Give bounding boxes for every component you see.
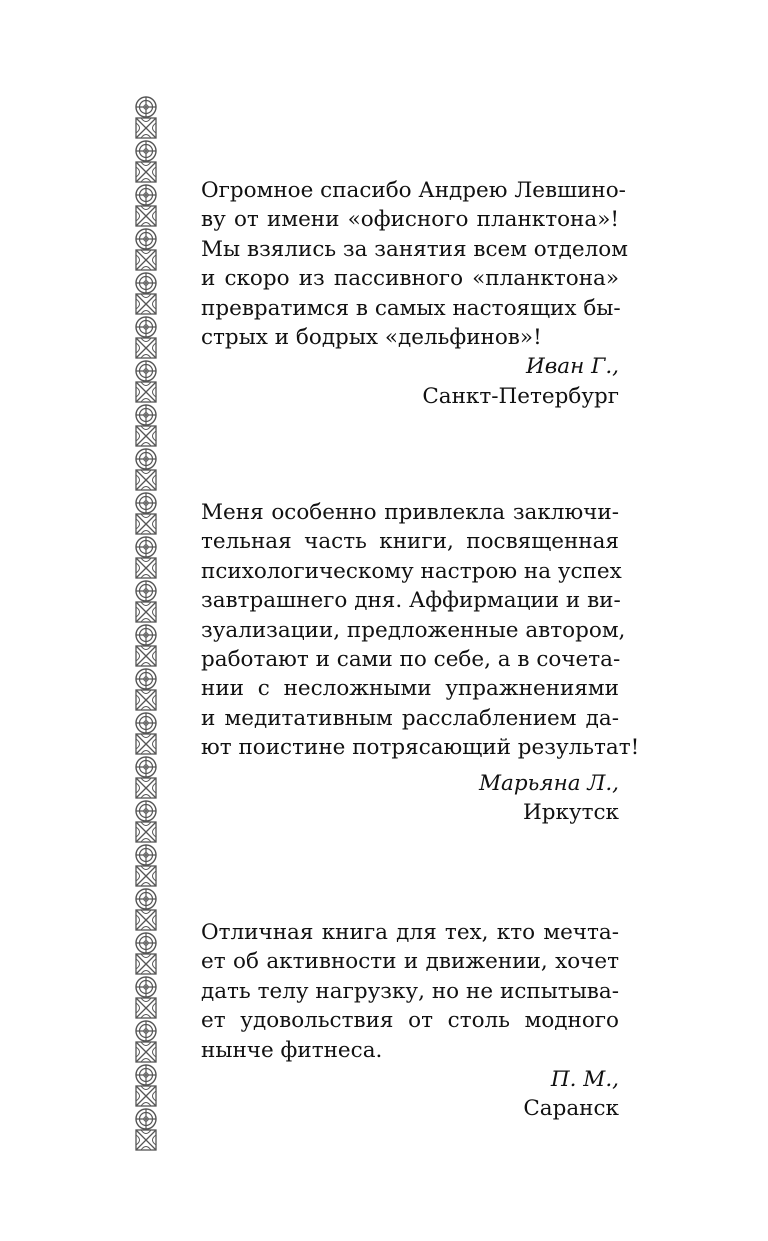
- celtic-knot-border-ornament: [134, 95, 158, 1161]
- knot-cross-motif: [136, 734, 156, 754]
- knot-disc-motif: [136, 1021, 156, 1041]
- knot-disc-motif: [136, 97, 156, 117]
- knot-cross-motif: [136, 1130, 156, 1150]
- knot-cross-motif: [136, 514, 156, 534]
- quote-line: Отличная книга для тех, кто мечта-: [201, 920, 619, 945]
- quote-line: работают и сами по себе, а в сочета-: [201, 646, 621, 672]
- knot-disc-motif: [136, 625, 156, 645]
- knot-cross-motif: [136, 118, 156, 138]
- quote-line: нии с несложными упражнениями: [201, 676, 619, 702]
- knot-cross-motif: [136, 558, 156, 578]
- knot-cross-motif: [136, 294, 156, 314]
- knot-disc-motif: [136, 801, 156, 821]
- author-city: Саранск: [523, 1096, 619, 1122]
- author-city: Иркутск: [523, 799, 619, 825]
- quote-line: нынче фитнеса.: [201, 1037, 383, 1063]
- knot-disc-motif: [136, 889, 156, 909]
- knot-disc-motif: [136, 317, 156, 337]
- knot-cross-motif: [136, 910, 156, 930]
- knot-disc-motif: [136, 185, 156, 205]
- quote-line: зуализации, предложенные автором,: [201, 617, 626, 643]
- knot-disc-motif: [136, 1109, 156, 1129]
- quote-line: дать телу нагрузку, но не испытыва-: [201, 978, 619, 1004]
- knot-disc-motif: [136, 493, 156, 513]
- quote-line: Мы взялись за занятия всем отделом: [201, 236, 628, 262]
- knot-cross-motif: [136, 866, 156, 886]
- knot-cross-motif: [136, 646, 156, 666]
- knot-disc-motif: [136, 669, 156, 689]
- knot-disc-motif: [136, 1065, 156, 1085]
- knot-disc-motif: [136, 581, 156, 601]
- testimonial-3: [201, 918, 619, 1124]
- testimonial-2: [201, 498, 640, 827]
- knot-disc-motif: [136, 537, 156, 557]
- knot-cross-motif: [136, 338, 156, 358]
- knot-disc-motif: [136, 757, 156, 777]
- knot-disc-motif: [136, 845, 156, 865]
- knot-cross-motif: [136, 822, 156, 842]
- knot-cross-motif: [136, 382, 156, 402]
- quote-line: Огромное спасибо Андрею Левшино-: [201, 178, 626, 203]
- quote-line: превратимся в самых настоящих бы-: [201, 295, 621, 321]
- knot-cross-motif: [136, 1042, 156, 1062]
- knot-disc-motif: [136, 405, 156, 425]
- knot-disc-motif: [136, 449, 156, 469]
- knot-cross-motif: [136, 470, 156, 490]
- quote-line: ют поистине потрясающий результат!: [201, 735, 640, 761]
- testimonial-quote: [201, 918, 619, 1065]
- author-name: П. М.,: [550, 1066, 619, 1092]
- testimonial-signature: [201, 352, 619, 411]
- testimonial-1: [201, 176, 628, 411]
- knot-disc-motif: [136, 977, 156, 997]
- knot-disc-motif: [136, 141, 156, 161]
- author-city: Санкт-Петербург: [422, 383, 619, 409]
- testimonial-quote: [201, 498, 640, 763]
- knot-cross-motif: [136, 426, 156, 446]
- knot-disc-motif: [136, 273, 156, 293]
- testimonial-signature: [201, 769, 619, 828]
- knot-cross-motif: [136, 602, 156, 622]
- testimonial-quote: [201, 176, 628, 352]
- knot-cross-motif: [136, 690, 156, 710]
- knot-cross-motif: [136, 778, 156, 798]
- quote-line: тельная часть книги, посвященная: [201, 529, 619, 555]
- quote-line: завтрашнего дня. Аффирмации и ви-: [201, 588, 621, 614]
- quote-line: стрых и бодрых «дельфинов»!: [201, 324, 542, 350]
- knot-cross-motif: [136, 206, 156, 226]
- knot-cross-motif: [136, 1086, 156, 1106]
- knot-cross-motif: [136, 162, 156, 182]
- quote-line: ву от имени «офисного планктона»!: [201, 207, 619, 233]
- knot-disc-motif: [136, 713, 156, 733]
- knot-disc-motif: [136, 933, 156, 953]
- testimonial-signature: [201, 1065, 619, 1124]
- quote-line: Меня особенно привлекла заключи-: [201, 500, 619, 525]
- quote-line: психологическому настрою на успех: [201, 558, 622, 584]
- knot-disc-motif: [136, 361, 156, 381]
- author-name: Иван Г.,: [526, 354, 619, 380]
- knot-disc-motif: [136, 229, 156, 249]
- quote-line: ет удовольствия от столь модного: [201, 1008, 619, 1034]
- knot-cross-motif: [136, 954, 156, 974]
- quote-line: и скоро из пассивного «планктона»: [201, 266, 619, 292]
- quote-line: ет об активности и движении, хочет: [201, 949, 619, 975]
- quote-line: и медитативным расслаблением да-: [201, 705, 619, 731]
- knot-cross-motif: [136, 250, 156, 270]
- knot-cross-motif: [136, 998, 156, 1018]
- author-name: Марьяна Л.,: [479, 770, 619, 796]
